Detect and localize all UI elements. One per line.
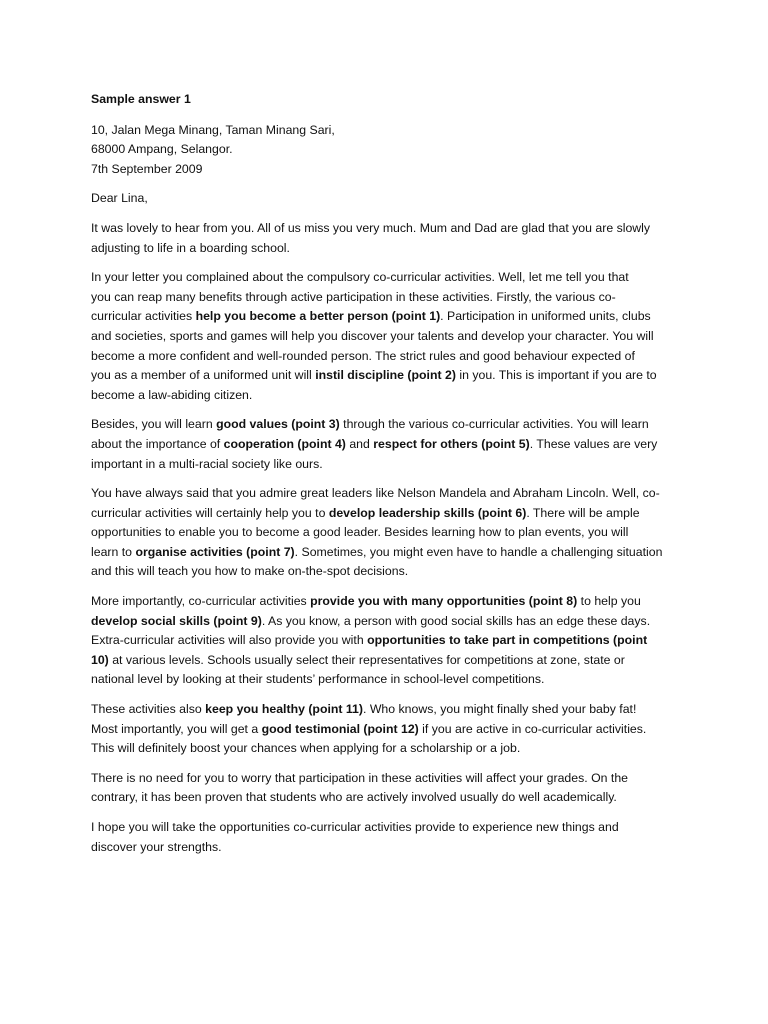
paragraph-line [91, 239, 708, 259]
paragraph-text: These activities also [91, 702, 206, 717]
body-paragraph [91, 219, 708, 258]
paragraph-text: In your letter you complained about the compulsory co-curricular activities. Well, let me tell you that [91, 270, 629, 285]
paragraph-line [91, 268, 708, 288]
bold-point-text: cooperation (point 4) [223, 436, 346, 451]
paragraph-text: You have always said that you admire great leaders like Nelson Mandela and Abraham Lincoln. Well, co- [91, 486, 660, 501]
paragraph-text: you can reap many benefits through active participation in these activities. Firstly, the various co- [91, 289, 616, 304]
bold-point-text: keep you healthy (point 11) [205, 702, 363, 717]
paragraph-line [91, 219, 708, 239]
sender-address [91, 121, 708, 180]
body-paragraph [91, 592, 708, 690]
letter-date: 7th September 2009 [91, 161, 203, 176]
body-paragraph [91, 818, 708, 857]
bold-point-text: opportunities to take part in competitions (point [367, 633, 648, 648]
paragraph-text: Most importantly, you will get a [91, 721, 262, 736]
paragraph-line [91, 838, 708, 858]
paragraph-text: . Participation in uniformed units, clubs [440, 309, 651, 324]
paragraph-text: Extra-curricular activities will also provide you with [91, 633, 368, 648]
paragraph-text: you as a member of a uniformed unit will [91, 368, 316, 383]
paragraph-text: become a more confident and well-rounded person. The strict rules and good behaviour expected of [91, 348, 635, 363]
bold-point-text: good testimonial (point 12) [261, 721, 419, 736]
paragraph-text: opportunities to enable you to become a good leader. Besides learning how to plan events, you will [91, 525, 629, 540]
paragraph-text: about the importance of [91, 436, 224, 451]
paragraph-line [91, 788, 708, 808]
paragraph-text: to help you [577, 594, 641, 609]
paragraph-line [91, 612, 708, 632]
paragraph-text: adjusting to life in a boarding school. [91, 240, 290, 255]
address-line: 10, Jalan Mega Minang, Taman Minang Sari, [91, 122, 335, 137]
bold-point-text: develop social skills (point 9) [91, 613, 262, 628]
paragraph-text: . Sometimes, you might even have to handle a challenging situation [294, 544, 663, 559]
paragraph-text: at various levels. Schools usually select their representatives for competitions at zone, state or [108, 652, 625, 667]
salutation: Dear Lina, [91, 191, 148, 206]
paragraph-line [91, 347, 708, 367]
paragraph-line [91, 366, 708, 386]
paragraph-line [91, 327, 708, 347]
paragraph-line [91, 720, 708, 740]
paragraph-text: More importantly, co-curricular activities [91, 594, 311, 609]
paragraph-text: and this will teach you how to make on-the-spot decisions. [91, 564, 409, 579]
paragraph-line [91, 523, 708, 543]
paragraph-line [91, 651, 708, 671]
paragraph-text: . Who knows, you might finally shed your baby fat! [362, 702, 637, 717]
body-paragraph [91, 769, 708, 808]
paragraph-text: and societies, sports and games will help you discover your talents and develop your character. You will [91, 328, 654, 343]
paragraph-text: This will definitely boost your chances when applying for a scholarship or a job. [91, 741, 521, 756]
paragraph-text: . These values are very [529, 436, 658, 451]
paragraph-text: contrary, it has been proven that students who are actively involved usually do well academically. [91, 790, 617, 805]
bold-point-text: 10) [91, 652, 109, 667]
paragraph-text: curricular activities will certainly help you to [91, 505, 329, 520]
body-paragraph [91, 268, 708, 405]
paragraph-line [91, 769, 708, 789]
paragraph-text: and [345, 436, 374, 451]
paragraph-line [91, 288, 708, 308]
paragraph-text: through the various co-curricular activities. You will learn [339, 417, 649, 432]
paragraph-text: discover your strengths. [91, 839, 222, 854]
body-paragraph [91, 484, 708, 582]
bold-point-text: respect for others (point 5) [373, 436, 530, 451]
paragraph-text: in you. This is important if you are to [455, 368, 657, 383]
paragraph-text: I hope you will take the opportunities co-curricular activities provide to experience new things and [91, 820, 619, 834]
paragraph-line [91, 739, 708, 759]
paragraph-line [91, 386, 708, 406]
document-heading: Sample answer 1 [91, 92, 191, 106]
paragraph-text: It was lovely to hear from you. All of us miss you very much. Mum and Dad are glad that you are slowly [91, 220, 651, 235]
paragraph-line [91, 631, 708, 651]
body-paragraph [91, 415, 708, 474]
bold-point-text: organise activities (point 7) [135, 544, 295, 559]
letter-body [91, 219, 708, 857]
paragraph-line [91, 592, 708, 612]
bold-point-text: good values (point 3) [216, 417, 340, 432]
paragraph-line [91, 455, 708, 475]
paragraph-line [91, 700, 708, 720]
paragraph-text: . There will be ample [526, 505, 640, 520]
paragraph-text: national level by looking at their students’ performance in school-level competitions. [91, 672, 545, 687]
paragraph-text: . As you know, a person with good social skills has an edge these days. [261, 613, 651, 628]
paragraph-text: curricular activities [91, 309, 196, 324]
body-paragraph [91, 700, 708, 759]
paragraph-line [91, 670, 708, 690]
paragraph-text: learn to [91, 544, 136, 559]
paragraph-line [91, 484, 708, 504]
paragraph-text: if you are active in co-curricular activities. [418, 721, 647, 736]
address-line: 68000 Ampang, Selangor. [91, 142, 233, 157]
bold-point-text: help you become a better person (point 1) [195, 309, 441, 324]
bold-point-text: provide you with many opportunities (point 8) [310, 594, 578, 609]
paragraph-line [91, 818, 708, 838]
paragraph-text: Besides, you will learn [91, 417, 217, 432]
bold-point-text: develop leadership skills (point 6) [328, 505, 527, 520]
paragraph-text: become a law-abiding citizen. [91, 387, 253, 402]
paragraph-line [91, 504, 708, 524]
paragraph-line [91, 435, 708, 455]
paragraph-line [91, 543, 708, 563]
paragraph-line [91, 562, 708, 582]
paragraph-text: important in a multi-racial society like ours. [91, 456, 323, 471]
paragraph-line [91, 415, 708, 435]
paragraph-text: There is no need for you to worry that participation in these activities will affect your grades. On the [91, 770, 629, 785]
paragraph-line [91, 307, 708, 327]
bold-point-text: instil discipline (point 2) [315, 368, 456, 383]
